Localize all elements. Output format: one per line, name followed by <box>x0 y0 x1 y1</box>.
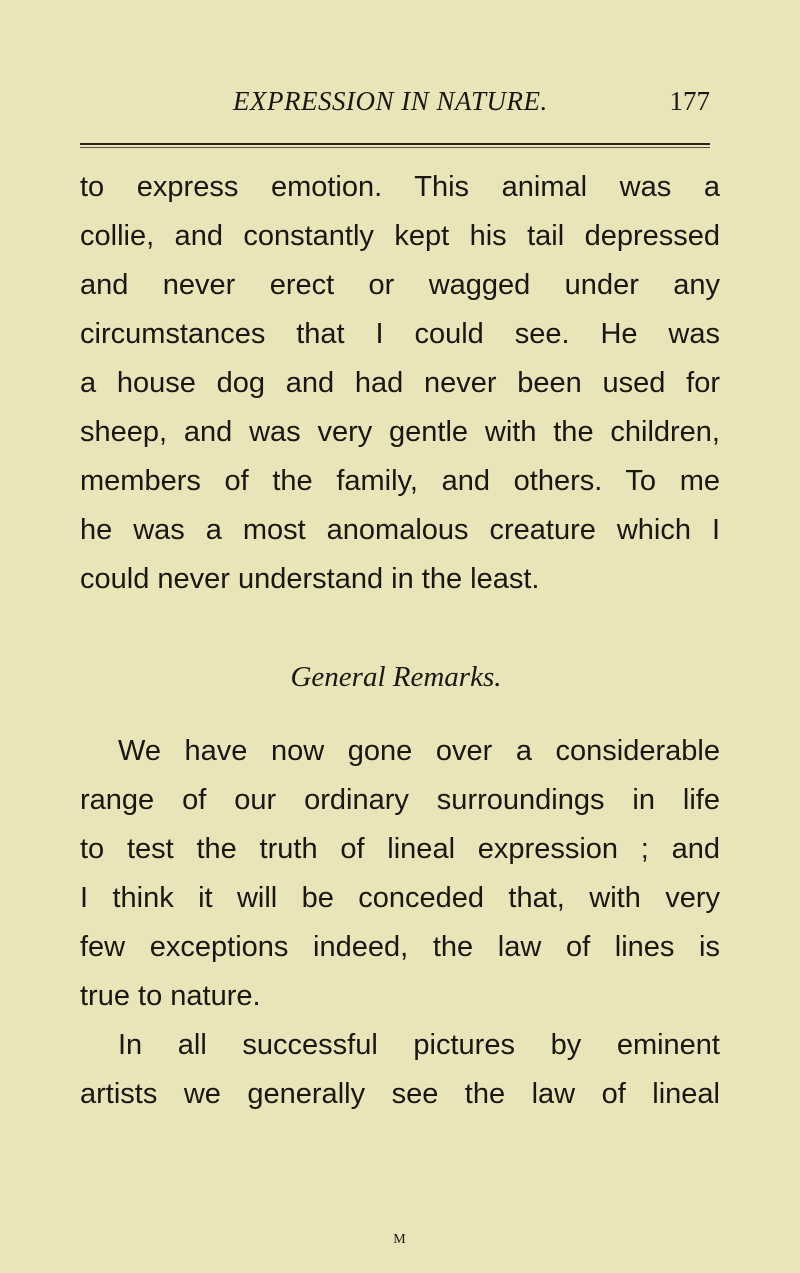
text-line: he was a most anomalous creature which I <box>80 514 720 546</box>
text-line: artists we generally see the law of lineal <box>80 1078 720 1110</box>
text-line: collie, and constantly kept his tail depressed <box>80 220 720 252</box>
body-text <box>80 163 720 1119</box>
page-number: 177 <box>669 86 710 116</box>
text-line: In all successful pictures by eminent <box>118 1029 720 1061</box>
header-rule <box>80 143 710 145</box>
running-head <box>80 86 710 126</box>
paragraph-3 <box>80 1021 720 1119</box>
text-line: few exceptions indeed, the law of lines is <box>80 931 720 963</box>
header-rule-thin <box>80 147 710 148</box>
paragraph-1 <box>80 163 720 604</box>
running-title: EXPRESSION IN NATURE. <box>233 86 548 116</box>
text-line: to test the truth of lineal expression ; and <box>80 833 720 865</box>
text-line: and never erect or wagged under any <box>80 269 720 301</box>
text-line: to express emotion. This animal was a <box>80 171 720 203</box>
section-heading: General Remarks. <box>290 661 502 693</box>
text-line: a house dog and had never been used for <box>80 367 720 399</box>
text-line: could never understand in the least. <box>80 563 540 595</box>
paragraph-2 <box>80 727 720 1021</box>
signature-mark: M <box>393 1232 407 1247</box>
text-line: range of our ordinary surroundings in life <box>80 784 720 816</box>
text-line: I think it will be conceded that, with very <box>80 882 720 914</box>
text-line: We have now gone over a considerable <box>118 735 720 767</box>
text-line: true to nature. <box>80 980 261 1012</box>
text-line: members of the family, and others. To me <box>80 465 720 497</box>
text-line: sheep, and was very gentle with the children, <box>80 416 720 448</box>
text-line: circumstances that I could see. He was <box>80 318 720 350</box>
